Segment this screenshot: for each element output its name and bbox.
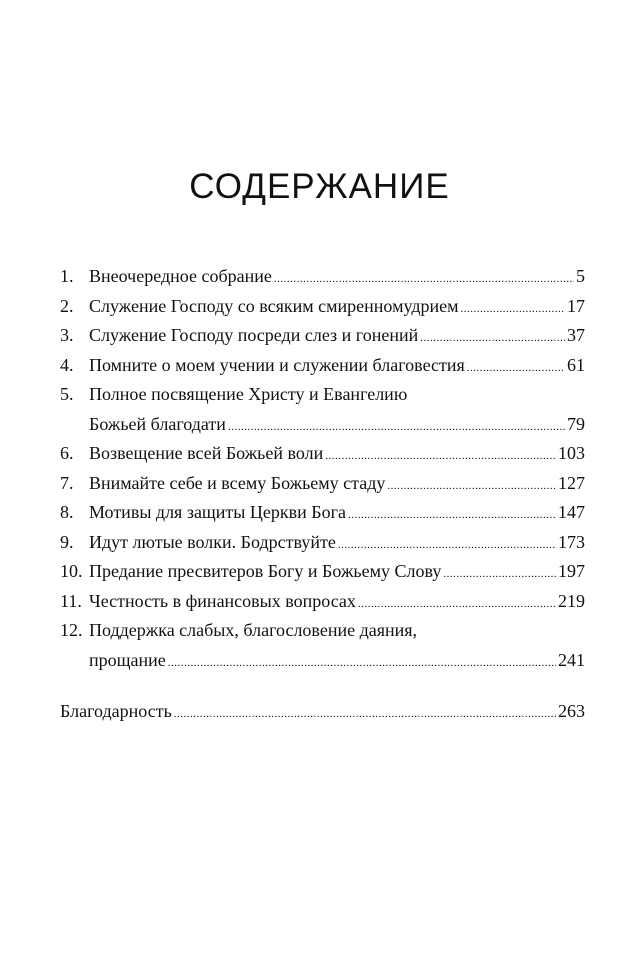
entry-number: 2. <box>60 295 74 316</box>
entry-page: 61 <box>567 354 585 375</box>
entry-page: 241 <box>558 649 585 670</box>
entry-page: 5 <box>576 266 585 286</box>
entry-title: Внимайте себе и всему Божьему стаду <box>89 472 386 493</box>
toc-entry-7 <box>60 469 585 499</box>
entry-title-continued: прощание <box>89 649 166 670</box>
dot-leader <box>168 649 556 679</box>
entry-page: 127 <box>558 472 585 493</box>
entry-page: 197 <box>558 561 585 581</box>
toc-entry-1 <box>60 262 585 292</box>
entry-page: 263 <box>558 701 585 721</box>
entry-title: Полное посвящение Христу и Евангелию <box>89 384 408 404</box>
dot-leader <box>420 324 565 354</box>
dot-leader <box>461 295 565 325</box>
dot-leader <box>348 501 556 531</box>
entry-number: 12. <box>60 620 83 640</box>
toc-entry-5-line-2 <box>60 410 585 440</box>
toc-entry-3 <box>60 321 585 351</box>
entry-title: Внеочередное собрание <box>89 266 272 286</box>
entry-title: Поддержка слабых, благословение даяния, <box>89 620 418 640</box>
entry-number: 10. <box>60 561 83 581</box>
entry-title: Честность в финансовых вопросах <box>89 590 356 611</box>
toc-entry-9 <box>60 528 585 558</box>
entry-number: 7. <box>60 472 74 493</box>
dot-leader <box>467 354 565 384</box>
toc-entry-12-line-1 <box>60 616 585 646</box>
entry-page: 103 <box>558 443 585 463</box>
entry-title: Предание пресвитеров Богу и Божьему Слову <box>89 561 442 581</box>
entry-number: 6. <box>60 443 74 463</box>
toc-entry-12-line-2 <box>60 646 585 676</box>
toc-entry-11 <box>60 587 585 617</box>
toc-entry-6 <box>60 439 585 469</box>
entry-title: Благодарность <box>60 701 172 721</box>
entry-page: 17 <box>567 295 585 316</box>
entry-title: Мотивы для защиты Церкви Бога <box>89 502 346 522</box>
section-gap <box>60 675 585 697</box>
entry-number: 4. <box>60 354 74 375</box>
toc-entry-2 <box>60 292 585 322</box>
toc-entry-acknowledgments <box>60 697 585 727</box>
entry-number: 3. <box>60 325 74 345</box>
dot-leader <box>387 472 556 502</box>
dot-leader <box>358 590 556 620</box>
entry-page: 37 <box>567 325 585 345</box>
table-of-contents <box>60 262 585 727</box>
dot-leader <box>274 265 574 295</box>
entry-title-continued: Божьей благодати <box>89 413 226 434</box>
entry-number: 5. <box>60 384 74 404</box>
dot-leader <box>174 700 556 730</box>
entry-title: Возвещение всей Божьей воли <box>89 443 324 463</box>
entry-page: 79 <box>567 413 585 434</box>
page-title: СОДЕРЖАНИЕ <box>189 167 450 206</box>
dot-leader <box>443 560 556 590</box>
toc-entry-8 <box>60 498 585 528</box>
entry-title: Служение Господу посреди слез и гонений <box>89 325 419 345</box>
entry-title: Идут лютые волки. Бодрствуйте <box>89 531 336 552</box>
entry-title: Служение Господу со всяким смиренномудрием <box>89 295 459 316</box>
toc-entry-10 <box>60 557 585 587</box>
dot-leader <box>338 531 556 561</box>
entry-number: 1. <box>60 266 74 286</box>
entry-number: 11. <box>60 590 82 611</box>
entry-title: Помните о моем учении и служении благовестия <box>89 354 465 375</box>
entry-page: 147 <box>558 502 585 522</box>
dot-leader <box>228 413 565 443</box>
entry-page: 173 <box>558 531 585 552</box>
toc-entry-4 <box>60 351 585 381</box>
entry-number: 9. <box>60 531 74 552</box>
dot-leader <box>325 442 556 472</box>
entry-page: 219 <box>558 590 585 611</box>
toc-entry-5-line-1 <box>60 380 585 410</box>
entry-number: 8. <box>60 502 74 522</box>
